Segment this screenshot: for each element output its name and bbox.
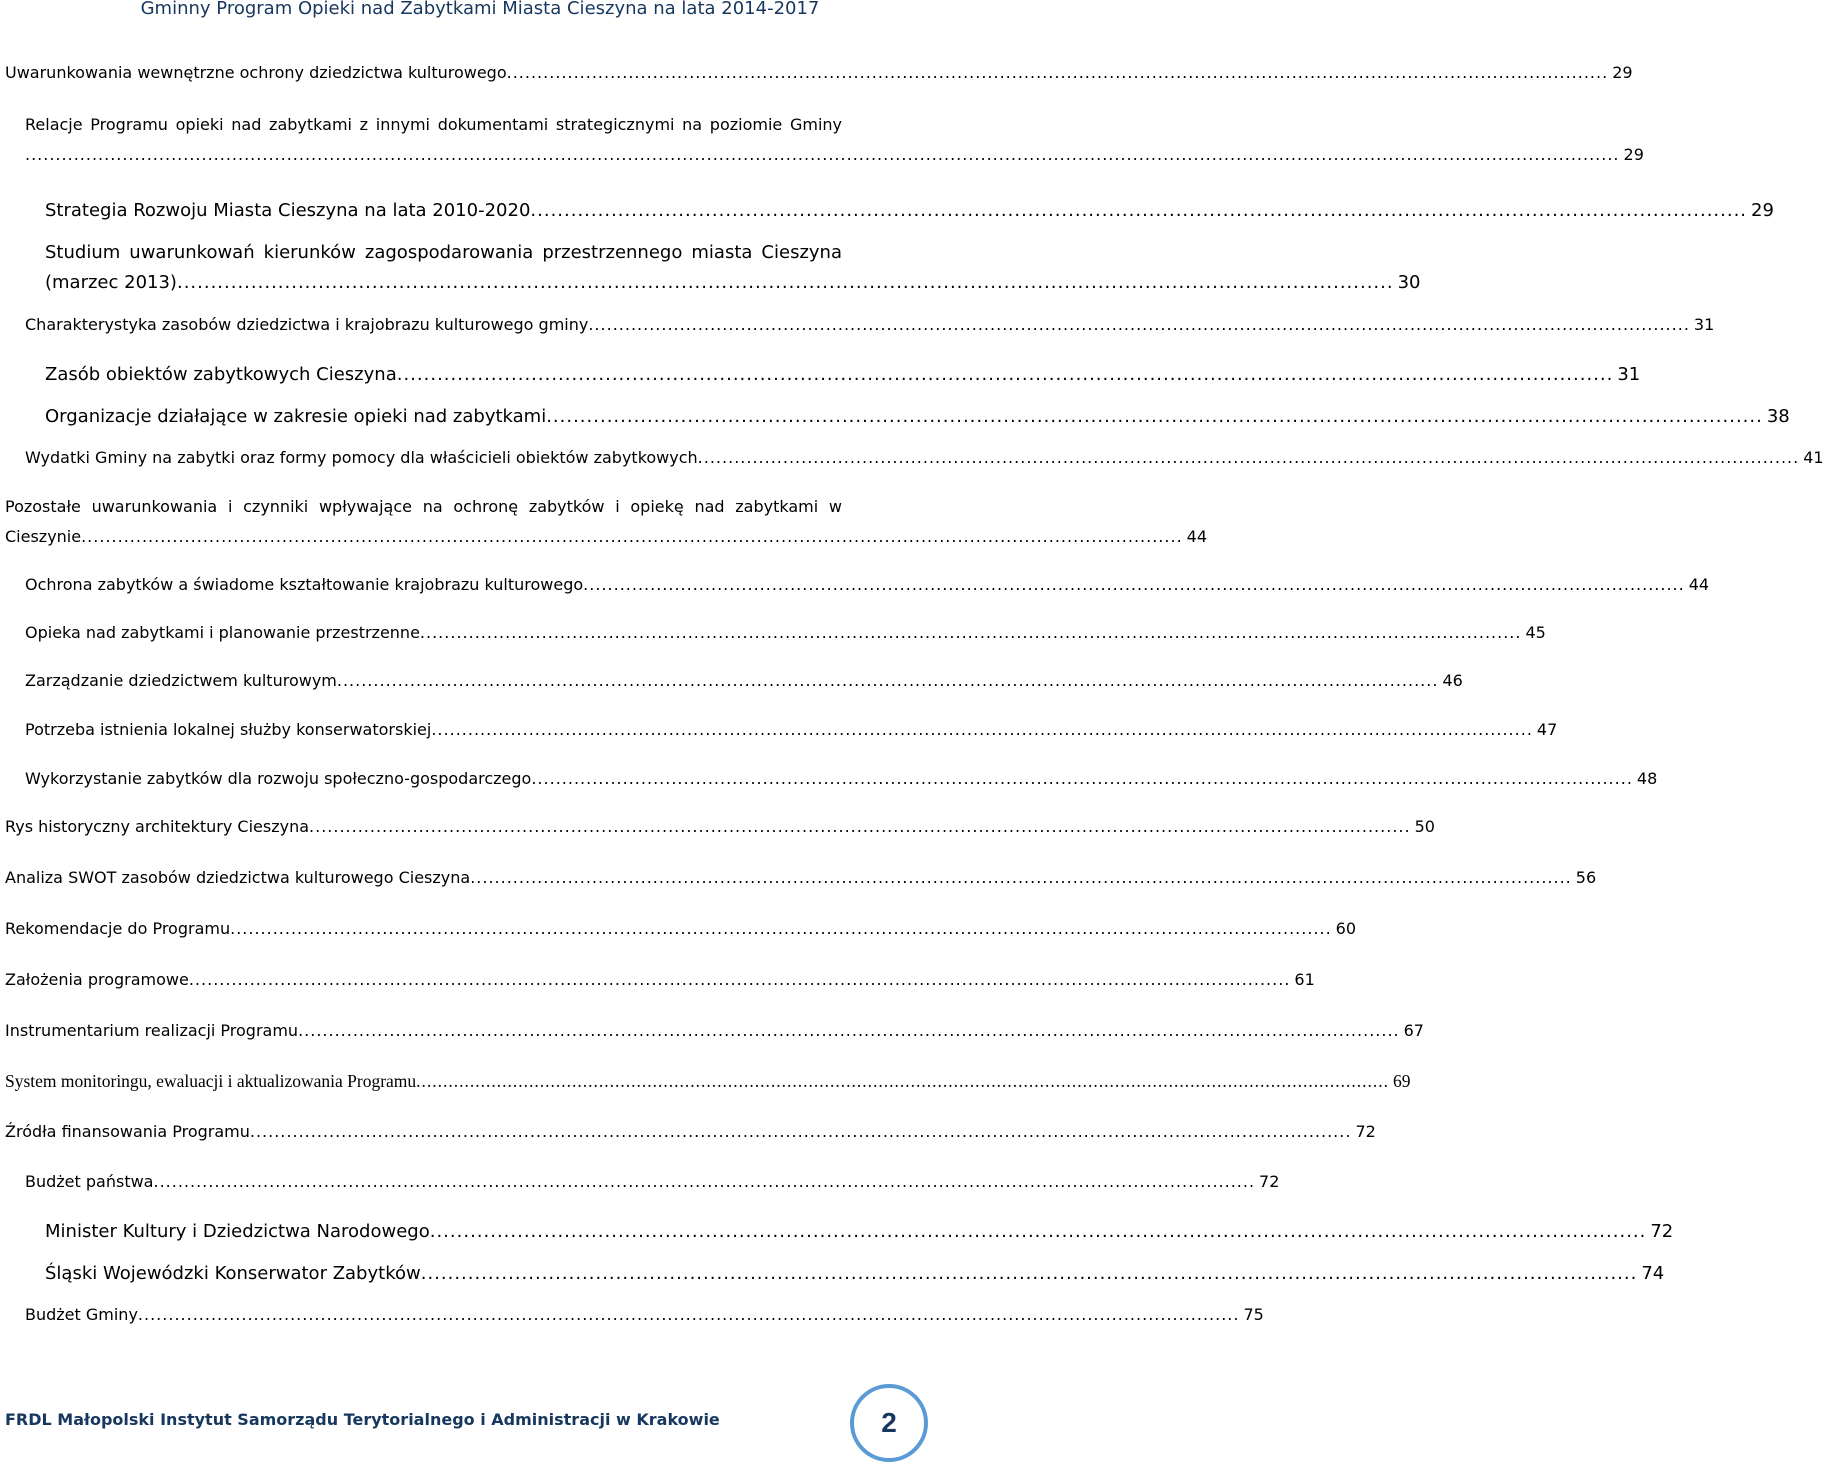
toc-entry[interactable]: [5, 965, 1315, 995]
toc-entry[interactable]: [25, 1300, 1264, 1330]
toc-leader-dots: ......................................................................................................................................................................................................................................................................: [25, 145, 1620, 164]
toc-leader-dots: .....................................................................................................................................................................................: [188, 970, 1291, 989]
toc-entry-page: 48: [1636, 769, 1658, 788]
toc-entry[interactable]: [45, 402, 1790, 432]
toc-entry-page: 75: [1243, 1305, 1264, 1324]
toc-entry-title: Budżet Gminy: [25, 1305, 138, 1324]
toc-entry-title: Pozostałe uwarunkowania i czynniki wpływające na ochronę zabytków i opiekę nad zabytkami w: [5, 497, 842, 516]
running-header: Gminny Program Opieki nad Zabytkami Miasta Cieszyna na lata 2014-2017: [140, 0, 820, 19]
toc-entry[interactable]: [45, 360, 1641, 390]
toc-leader-dots: .....................................................................................................................................................................................: [697, 448, 1800, 467]
toc-entry[interactable]: [45, 238, 1421, 298]
toc-entry-page: 29: [1612, 63, 1633, 82]
toc-entry-page: 72: [1650, 1221, 1674, 1242]
toc-entry[interactable]: [25, 666, 1463, 696]
toc-entry-page: 30: [1397, 272, 1421, 293]
toc-entry-page: 44: [1186, 527, 1208, 546]
toc-entry-title: Budżet państwa: [25, 1172, 154, 1191]
toc-leader-dots: .....................................................................................................................................................................................: [506, 63, 1609, 82]
toc-leader-dots: .....................................................................................................................................................................................: [531, 769, 1633, 788]
toc-leader-dots: .....................................................................................................................................................................................: [431, 720, 1533, 739]
toc-entry[interactable]: [5, 58, 1633, 88]
toc-entry-title-cont: Cieszynie: [5, 527, 82, 546]
toc-entry-page: 74: [1641, 1263, 1665, 1284]
toc-entry[interactable]: [25, 1167, 1280, 1197]
toc-entry-title: Wykorzystanie zabytków dla rozwoju społeczno-gospodarczego: [25, 769, 532, 788]
toc-leader-dots: .....................................................................................................................................................................................: [420, 1263, 1638, 1284]
page-number-badge: [850, 1384, 928, 1462]
toc-entry-page: 46: [1442, 671, 1463, 690]
toc-entry[interactable]: [25, 715, 1558, 745]
toc-entry-page: 69: [1393, 1071, 1411, 1091]
toc-entry-title: Ochrona zabytków a świadome kształtowanie krajobrazu kulturowego: [25, 575, 584, 594]
toc-leader-dots: .....................................................................................................................................................................................: [546, 406, 1763, 427]
toc-entry[interactable]: [45, 1259, 1665, 1289]
toc-leader-dots: .....................................................................................................................................................................................: [429, 1221, 1647, 1242]
toc-entry-page: 44: [1688, 575, 1710, 594]
toc-entry-title: System monitoringu, ewaluacji i aktualizowania Programu: [5, 1071, 417, 1091]
toc-entry-title: Śląski Wojewódzki Konserwator Zabytków: [45, 1263, 421, 1284]
toc-entry[interactable]: [25, 110, 1644, 170]
toc-entry[interactable]: [5, 914, 1357, 944]
toc-entry-title: Minister Kultury i Dziedzictwa Narodowego: [45, 1221, 430, 1242]
toc-entry-page: 31: [1693, 315, 1715, 334]
toc-leader-dots: .....................................................................................................................................................................................: [583, 575, 1685, 594]
toc-leader-dots: .....................................................................................................................................................................................: [153, 1172, 1256, 1191]
toc-entry-title: Potrzeba istnienia lokalnej służby konserwatorskiej: [25, 720, 432, 739]
toc-entry-page: 67: [1403, 1021, 1424, 1040]
toc-entry[interactable]: [25, 310, 1715, 340]
toc-entry-title: Strategia Rozwoju Miasta Cieszyna na lata 2010-2020: [45, 200, 531, 221]
toc-entry-title: Założenia programowe: [5, 970, 189, 989]
toc-entry[interactable]: [25, 618, 1546, 648]
toc-entry-page: 72: [1259, 1172, 1280, 1191]
toc-entry[interactable]: [5, 812, 1435, 842]
toc-entry[interactable]: [25, 443, 1824, 473]
page-number: 2: [881, 1407, 897, 1438]
toc-leader-dots: .....................................................................................................................................................................................: [137, 1305, 1240, 1324]
toc-entry-page: 41: [1803, 448, 1824, 467]
toc-entry-page: 60: [1335, 919, 1357, 938]
toc-entry[interactable]: [5, 1016, 1424, 1046]
toc-entry-title: Analiza SWOT zasobów dziedzictwa kulturowego Cieszyna: [5, 868, 471, 887]
toc-entry-page: 47: [1536, 720, 1558, 739]
toc-entry-page: 61: [1294, 970, 1315, 989]
toc-entry-page: 29: [1623, 145, 1644, 164]
toc-entry-title: Charakterystyka zasobów dziedzictwa i krajobrazu kulturowego gminy: [25, 315, 589, 334]
toc-entry[interactable]: [5, 492, 1208, 552]
toc-leader-dots: .....................................................................................................................................................................................: [396, 364, 1614, 385]
toc-entry-page: 31: [1617, 364, 1641, 385]
toc-entry-title: Relacje Programu opieki nad zabytkami z innymi dokumentami strategicznymi na poziomie Gminy: [25, 115, 842, 134]
toc-entry-page: 45: [1525, 623, 1546, 642]
toc-leader-dots: .....................................................................................................................................................................................: [309, 817, 1411, 836]
toc-entry-title: Organizacje działające w zakresie opieki nad zabytkami: [45, 406, 547, 427]
toc-entry[interactable]: [5, 1117, 1376, 1147]
toc-entry-title: Rekomendacje do Programu: [5, 919, 231, 938]
toc-entry-title: Zarządzanie dziedzictwem kulturowym: [25, 671, 337, 690]
toc-entry-page: 29: [1751, 200, 1774, 221]
toc-leader-dots: .....................................................................................................................................................................................: [419, 623, 1522, 642]
toc-leader-dots: .....................................................................................................................................................................................: [176, 272, 1394, 293]
toc-leader-dots: .....................................................................................................................................................................................: [298, 1021, 1400, 1040]
toc-entry-title: Wydatki Gminy na zabytki oraz formy pomocy dla właścicieli obiektów zabytkowych: [25, 448, 698, 467]
toc-leader-dots: .....................................................................................................................................................................................: [470, 868, 1572, 887]
toc-entry-title: Zasób obiektów zabytkowych Cieszyna: [45, 364, 397, 385]
toc-entry-page: 38: [1766, 406, 1790, 427]
toc-leader-dots: .....................................................................................................................................................................................: [336, 671, 1439, 690]
toc-entry-title: Źródła finansowania Programu: [5, 1122, 250, 1141]
toc-entry[interactable]: [45, 196, 1774, 226]
footer-organization: FRDL Małopolski Instytut Samorządu Terytorialnego i Administracji w Krakowie: [5, 1410, 720, 1429]
toc-leader-dots: .....................................................................................................................................................................................: [230, 919, 1332, 938]
toc-leader-dots: .....................................................................................................................................................................................: [249, 1122, 1352, 1141]
toc-entry[interactable]: [25, 764, 1658, 794]
toc-entry-title-cont: (marzec 2013): [45, 272, 177, 293]
toc-leader-dots: .....................................................................................................................................................................................: [416, 1071, 1390, 1091]
toc-entry-title: Instrumentarium realizacji Programu: [5, 1021, 299, 1040]
toc-leader-dots: .....................................................................................................................................................................................: [588, 315, 1690, 334]
toc-leader-dots: .....................................................................................................................................................................................: [530, 200, 1748, 221]
toc-entry-page: 50: [1414, 817, 1435, 836]
toc-entry-title: Opieka nad zabytkami i planowanie przestrzenne: [25, 623, 420, 642]
toc-leader-dots: .....................................................................................................................................................................................: [81, 527, 1183, 546]
toc-entry[interactable]: [5, 1066, 1411, 1096]
toc-entry[interactable]: [25, 570, 1710, 600]
toc-entry-title: Studium uwarunkowań kierunków zagospodarowania przestrzennego miasta Cieszyna: [45, 242, 842, 263]
toc-entry[interactable]: [5, 863, 1597, 893]
toc-entry-title: Uwarunkowania wewnętrzne ochrony dziedzictwa kulturowego: [5, 63, 507, 82]
toc-entry-title: Rys historyczny architektury Cieszyna: [5, 817, 310, 836]
toc-entry[interactable]: [45, 1217, 1674, 1247]
toc-entry-page: 72: [1355, 1122, 1376, 1141]
toc-entry-page: 56: [1575, 868, 1597, 887]
